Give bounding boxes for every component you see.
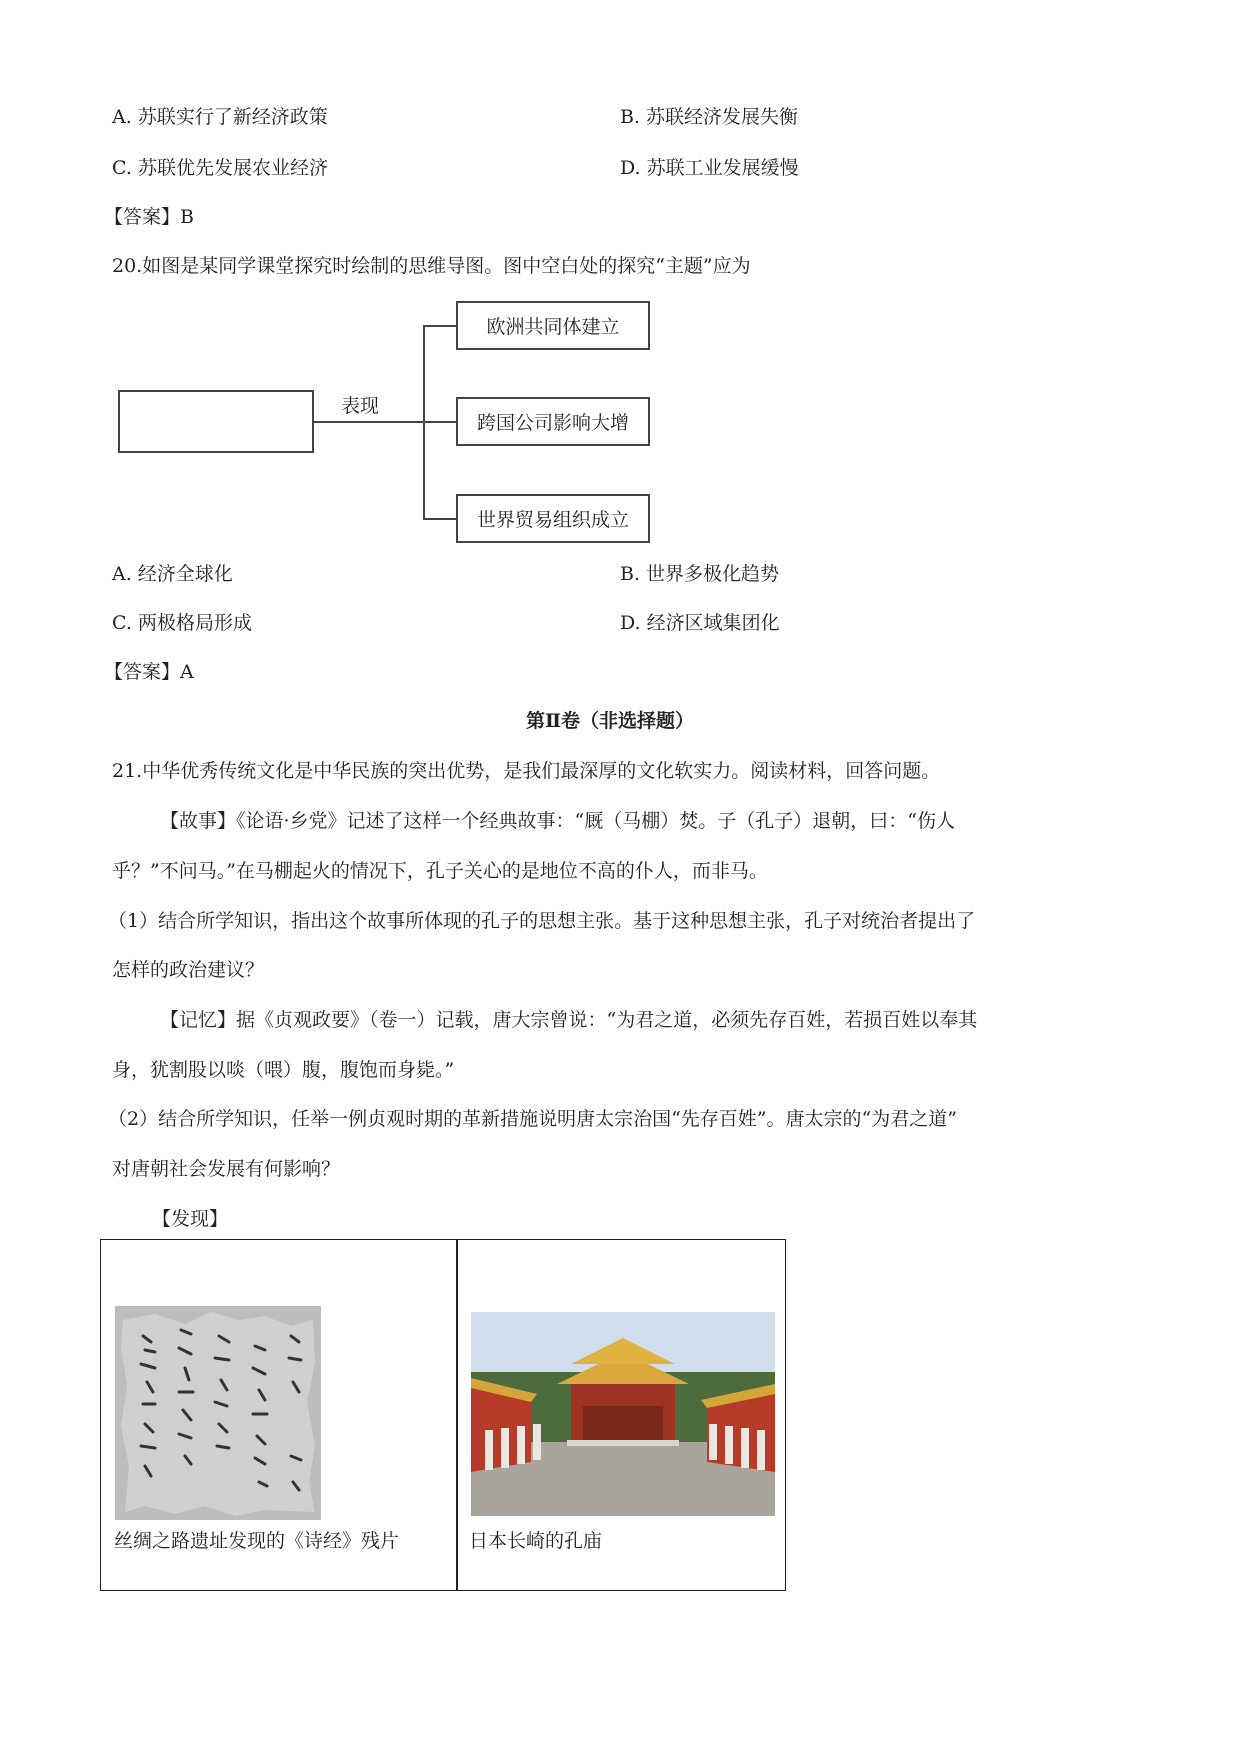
connector-branch-1 [423, 325, 458, 327]
q19-option-d: D. 苏联工业发展缓慢 [620, 157, 799, 179]
image-table [100, 1239, 786, 1591]
q21-story-line-2: 乎？”不问马。”在马棚起火的情况下，孔子关心的是地位不高的仆人，而非马。 [112, 860, 768, 882]
q19-option-b: B. 苏联经济发展失衡 [620, 106, 799, 128]
edge-label: 表现 [341, 395, 380, 417]
q21-question-2-line-1: （2）结合所学知识，任举一例贞观时期的革新措施说明唐太宗治国“先存百姓”。唐太宗的“为君之道” [108, 1108, 957, 1130]
q19-option-c: C. 苏联优先发展农业经济 [112, 157, 328, 179]
q20-option-d: D. 经济区域集团化 [620, 612, 780, 634]
q20-option-a: A. 经济全球化 [112, 563, 233, 585]
q20-option-c: C. 两极格局形成 [112, 612, 252, 634]
q21-question-1-line-2: 怎样的政治建议？ [112, 959, 265, 981]
q21-discovery-label: 【发现】 [152, 1208, 229, 1230]
q19-answer: 【答案】B [104, 206, 194, 228]
q21-memory-line-2: 身，犹割股以啖（喂）腹，腹饱而身毙。” [112, 1059, 455, 1081]
q21-story-line-1: 【故事】《论语·乡党》记述了这样一个经典故事：“厩（马棚）焚。子（孔子）退朝，曰：“伤人 [160, 810, 955, 832]
q21-question-2-line-2: 对唐朝社会发展有何影响？ [112, 1158, 341, 1180]
image-caption-right: 日本长崎的孔庙 [469, 1530, 603, 1552]
confucius-temple-image [471, 1312, 775, 1516]
branch-box-1: 欧洲共同体建立 [456, 301, 650, 350]
q20-answer: 【答案】A [104, 661, 194, 683]
q21-memory-line-1: 【记忆】据《贞观政要》（卷一）记载，唐大宗曾说：“为君之道，必须先存百姓，若损百姓以奉其 [160, 1009, 978, 1031]
connector-branch-3 [423, 518, 458, 520]
q21-question-1-line-1: （1）结合所学知识，指出这个故事所体现的孔子的思想主张。基于这种思想主张，孔子对统治者提出了 [108, 910, 976, 932]
q20-stem: 20.如图是某同学课堂探究时绘制的思维导图。图中空白处的探究“主题”应为 [112, 255, 751, 277]
q20-option-b: B. 世界多极化趋势 [620, 563, 780, 585]
branch-box-3: 世界贸易组织成立 [456, 494, 650, 543]
branch-box-2: 跨国公司影响大增 [456, 397, 650, 446]
connector-branch-2 [423, 421, 458, 423]
table-divider [456, 1240, 458, 1590]
connector-main [314, 421, 424, 423]
section-title: 第Ⅱ卷（非选择题） [526, 710, 695, 732]
q21-stem: 21.中华优秀传统文化是中华民族的突出优势，是我们最深厚的文化软实力。阅读材料，回答问题。 [112, 760, 941, 782]
blank-topic-box [118, 390, 314, 453]
q19-option-a: A. 苏联实行了新经济政策 [112, 106, 328, 128]
image-caption-left: 丝绸之路遗址发现的《诗经》残片 [114, 1530, 400, 1552]
manuscript-fragment-image [115, 1306, 321, 1520]
